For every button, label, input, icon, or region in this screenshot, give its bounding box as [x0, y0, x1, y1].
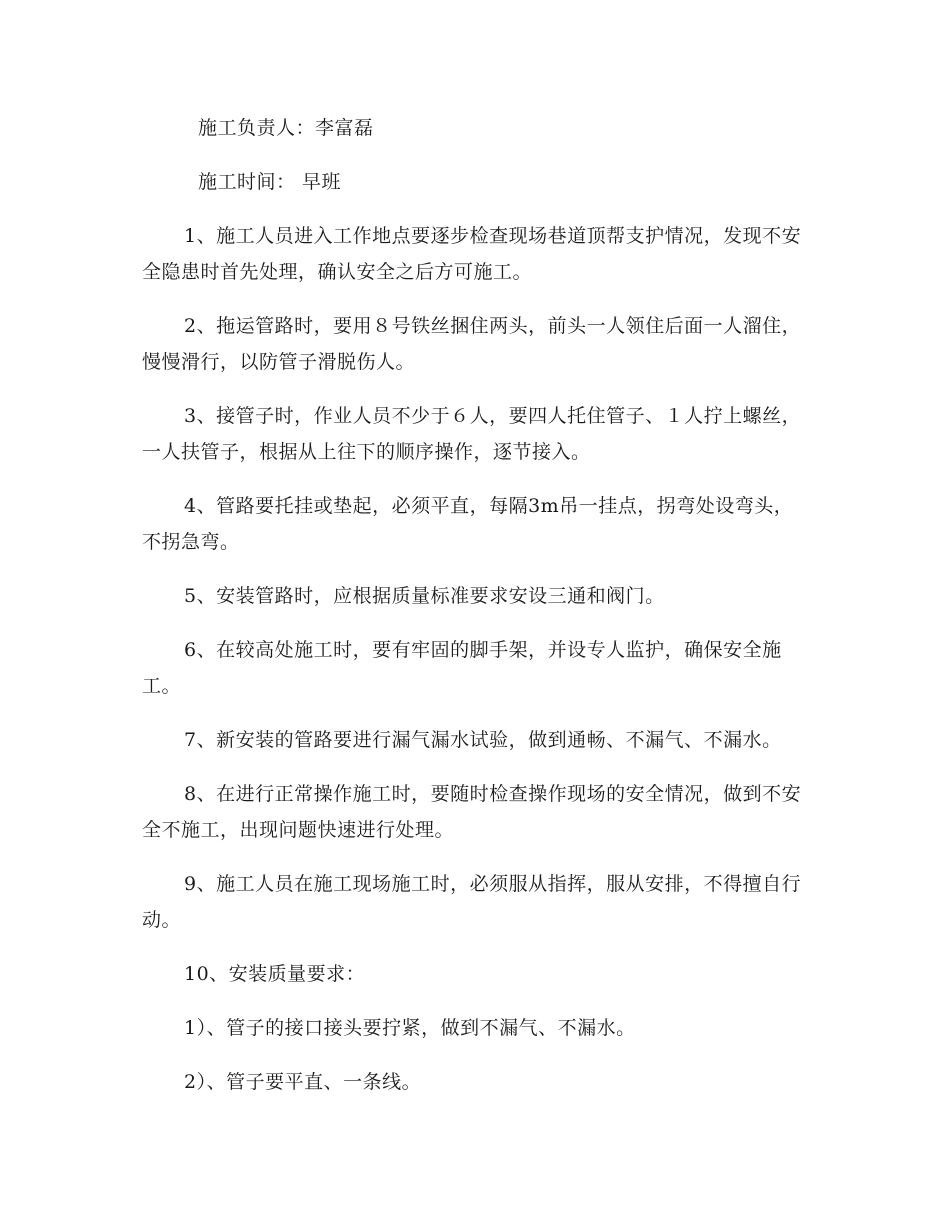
construction-leader: 施工负责人：李富磊	[198, 117, 374, 139]
quality-requirement-1: 1）、管子的接口接头要拧紧，做到不漏气、不漏水。	[184, 1017, 636, 1039]
rule-item-10: 10、安装质量要求：	[184, 963, 366, 985]
document-body	[142, 110, 810, 1118]
rule-item-4: 4、管路要托挂或垫起，必须平直，每隔3m吊一挂点，拐弯处设弯头，不拐急弯。	[142, 495, 794, 553]
rule-item-2: 2、拖运管路时，要用８号铁丝捆住两头，前头一人领住后面一人溜住，慢慢滑行，以防管子滑脱伤人。	[142, 315, 802, 373]
rule-item-3: 3、接管子时，作业人员不少于６人，要四人托住管子、１人拧上螺丝，一人扶管子，根据从上往下的顺序操作，逐节接入。	[142, 405, 802, 463]
rule-item-5: 5、安装管路时，应根据质量标准要求安设三通和阀门。	[184, 585, 665, 607]
rule-item-9: 9、施工人员在施工现场施工时，必须服从指挥，服从安排，不得擅自行动。	[142, 873, 802, 931]
rule-item-1: 1、施工人员进入工作地点要逐步检查现场巷道顶帮支护情况，发现不安全隐患时首先处理，确认安全之后方可施工。	[142, 225, 802, 283]
rule-item-6: 6、在较高处施工时，要有牢固的脚手架，并设专人监护，确保安全施工。	[142, 639, 782, 697]
quality-requirement-2: 2）、管子要平直、一条线。	[184, 1071, 422, 1093]
rule-item-8: 8、在进行正常操作施工时，要随时检查操作现场的安全情况，做到不安全不施工，出现问题快速进行处理。	[142, 783, 802, 841]
construction-time: 施工时间： 早班	[198, 171, 342, 193]
rule-item-7: 7、新安装的管路要进行漏气漏水试验，做到通畅、不漏气、不漏水。	[184, 729, 782, 751]
